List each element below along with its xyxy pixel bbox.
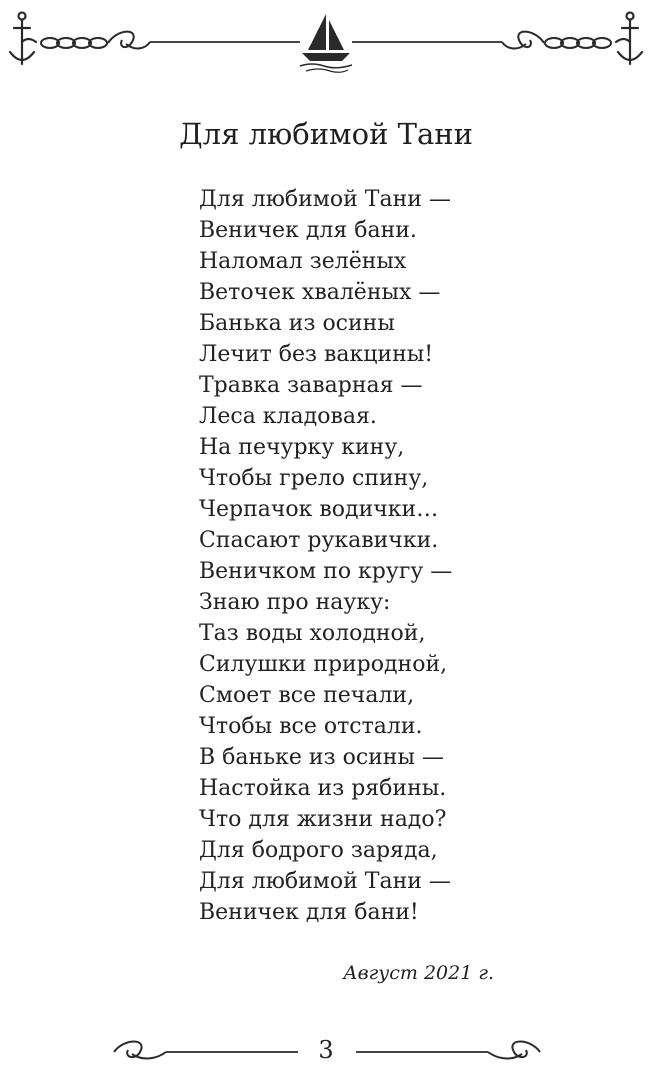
poem-line: Леса кладовая. bbox=[199, 404, 377, 429]
poem-line: Чтобы все отстали. bbox=[199, 714, 423, 739]
poem-line: Для любимой Тани — bbox=[199, 187, 451, 212]
poem-line: Настойка из рябины. bbox=[199, 776, 447, 801]
poem-line: Для любимой Тани — bbox=[199, 869, 451, 894]
page-number: 3 bbox=[318, 1036, 334, 1064]
chain-icon bbox=[41, 38, 107, 48]
poem-line: Лечит без вакцины! bbox=[199, 342, 434, 367]
anchor-icon bbox=[616, 13, 642, 65]
poem-title: Для любимой Тани bbox=[179, 117, 473, 151]
poem-line: Спасают рукавички. bbox=[199, 528, 439, 553]
swirl-icon bbox=[108, 32, 150, 49]
poem-body bbox=[199, 184, 452, 928]
poem-date: Август 2021 г. bbox=[343, 962, 494, 984]
poem-line: Веничек для бани! bbox=[199, 900, 419, 925]
poem-line: Таз воды холодной, bbox=[199, 621, 426, 646]
poem-line: Банька из осины bbox=[199, 311, 395, 336]
chain-icon bbox=[545, 38, 611, 48]
poem-line: На печурку кину, bbox=[199, 435, 405, 460]
poem-line: Чтобы грело спину, bbox=[199, 466, 429, 491]
poem-line: В баньке из осины — bbox=[199, 745, 444, 770]
poem-line: Наломал зелёных bbox=[199, 249, 407, 274]
poem-line: Черпачок водички… bbox=[199, 497, 439, 522]
top-ornament bbox=[0, 6, 652, 76]
sailboat-icon bbox=[300, 14, 352, 72]
poem-line: Что для жизни надо? bbox=[199, 807, 447, 832]
poem-line: Смоет все печали, bbox=[199, 683, 415, 708]
poem-line: Веничек для бани. bbox=[199, 218, 417, 243]
poem-line: Знаю про науку: bbox=[199, 590, 391, 615]
anchor-icon bbox=[10, 13, 36, 65]
poem-line: Веточек хвалёных — bbox=[199, 280, 441, 305]
poem-line: Веничком по кругу — bbox=[199, 559, 453, 584]
swirl-icon bbox=[502, 32, 544, 49]
poem-line: Травка заварная — bbox=[199, 373, 423, 398]
poem-line: Силушки природной, bbox=[199, 652, 448, 677]
poem-line: Для бодрого заряда, bbox=[199, 838, 438, 863]
